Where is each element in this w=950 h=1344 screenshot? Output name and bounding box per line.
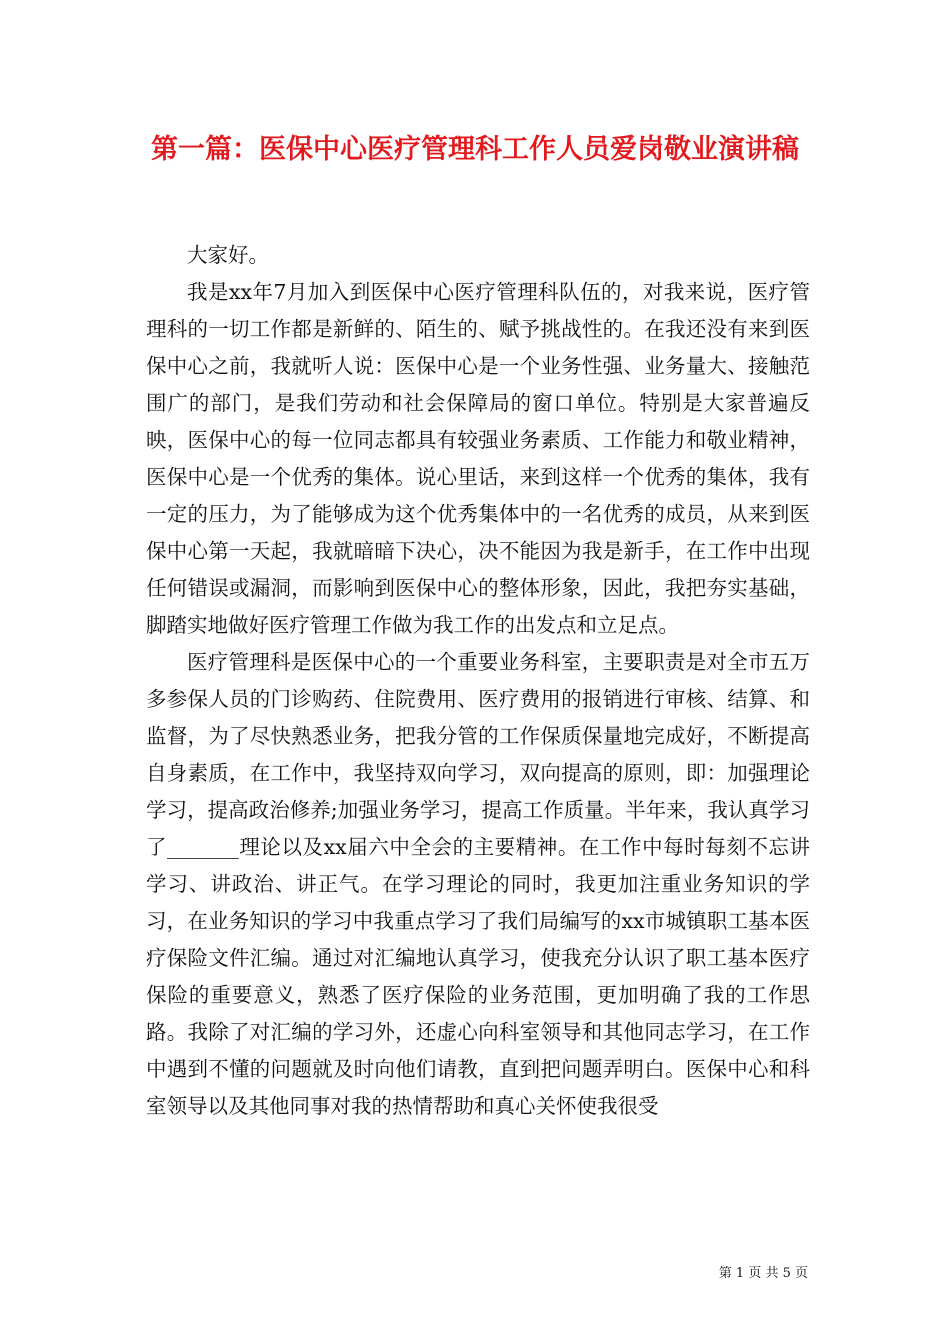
page-number-footer: 第 1 页 共 5 页 (718, 1266, 808, 1281)
document-body (146, 237, 810, 1125)
paragraph-1: 我是xx年7月加入到医保中心医疗管理科队伍的，对我来说，医疗管理科的一切工作都是新鲜的、陌生的、赋予挑战性的。在我还没有来到医保中心之前，我就听人说：医保中心是一个业务性强、业务量大、接触范围广的部门，是我们劳动和社会保障局的窗口单位。特别是大家普遍反映，医保中心的每一位同志都具有较强业务素质、工作能力和敬业精神，医保中心是一个优秀的集体。说心里话，来到这样一个优秀的集体，我有一定的压力，为了能够成为这个优秀集体中的一名优秀的成员，从来到医保中心第一天起，我就暗暗下决心，决不能因为我是新手，在工作中出现任何错误或漏洞，而影响到医保中心的整体形象，因此，我把夯实基础，脚踏实地做好医疗管理工作做为我工作的出发点和立足点。 (146, 280, 810, 637)
paragraph-greeting: 大家好。 (187, 243, 269, 267)
paragraph-2: 医疗管理科是医保中心的一个重要业务科室，主要职责是对全市五万多参保人员的门诊购药、住院费用、医疗费用的报销进行审核、结算、和监督，为了尽快熟悉业务，把我分管的工作保质保量地完成好，不断提高自身素质，在工作中，我坚持双向学习，双向提高的原则，即：加强理论学习，提高政治修养;加强业务学习，提高工作质量。半年来，我认真学习了_______理论以及xx届六中全会的主要精神。在工作中每时每刻不忘讲学习、讲政治、讲正气。在学习理论的同时，我更加注重业务知识的学习，在业务知识的学习中我重点学习了我们局编写的xx市城镇职工基本医疗保险文件汇编。通过对汇编地认真学习，使我充分认识了职工基本医疗保险的重要意义，熟悉了医疗保险的业务范围，更加明确了我的工作思路。我除了对汇编的学习外，还虚心向科室领导和其他同志学习，在工作中遇到不懂的问题就及时向他们请教，直到把问题弄明白。医保中心和科室领导以及其他同事对我的热情帮助和真心关怀使我很受 (146, 650, 810, 1118)
document-title: 第一篇：医保中心医疗管理科工作人员爱岗敬业演讲稿 (151, 134, 799, 165)
